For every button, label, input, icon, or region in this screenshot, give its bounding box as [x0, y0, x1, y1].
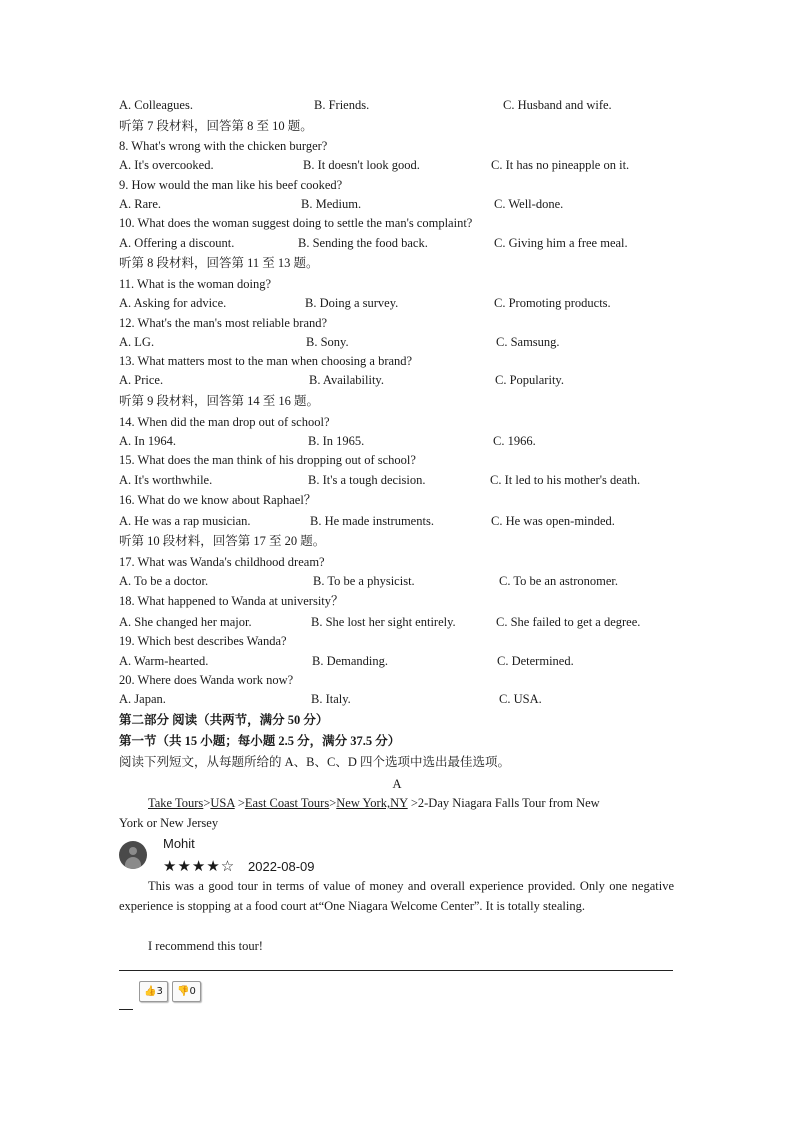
breadcrumb-take-tours[interactable]: Take Tours — [148, 796, 204, 810]
q16-option-a: A. He was a rap musician. — [119, 514, 251, 528]
q13-stem: 13. What matters most to the man when choosing a brand? — [119, 354, 413, 368]
q18-option-c: C. She failed to get a degree. — [496, 615, 641, 629]
q13-option-c: C. Popularity. — [495, 373, 564, 387]
q19-option-c: C. Determined. — [497, 654, 574, 668]
q20-option-c: C. USA. — [499, 692, 542, 706]
breadcrumb — [148, 795, 600, 811]
q14-option-a: A. In 1964. — [119, 434, 176, 448]
q9-option-b: B. Medium. — [301, 197, 362, 211]
q16-option-c: C. He was open-minded. — [491, 514, 615, 528]
avatar — [119, 841, 147, 869]
review-date: 2022-08-09 — [248, 859, 315, 874]
q12-stem: 12. What's the man's most reliable brand? — [119, 316, 328, 330]
breadcrumb-east-coast-tours[interactable]: East Coast Tours — [244, 796, 330, 810]
q10-option-b: B. Sending the food back. — [298, 236, 428, 250]
q8-option-a: A. It's overcooked. — [119, 158, 214, 172]
q7-option-b: B. Friends. — [314, 98, 370, 112]
q15-stem: 15. What does the man think of his dropping out of school? — [119, 453, 416, 467]
q20-stem: 20. Where does Wanda work now? — [119, 673, 294, 687]
q12-option-b: B. Sony. — [306, 335, 349, 349]
breadcrumb-separator: > — [329, 796, 337, 810]
q10-option-a: A. Offering a discount. — [119, 236, 235, 250]
like-count: 3 — [156, 986, 163, 997]
q11-option-c: C. Promoting products. — [494, 296, 611, 310]
q9-stem: 9. How would the man like his beef cooked? — [119, 178, 343, 192]
review-recommend: I recommend this tour! — [148, 939, 263, 953]
q16-option-b: B. He made instruments. — [310, 514, 434, 528]
page-mark — [119, 1009, 133, 1010]
q10-stem: 10. What does the woman suggest doing to settle the man's complaint? — [119, 216, 473, 230]
breadcrumb-current-tour: 2-Day Niagara Falls Tour from New — [417, 796, 600, 810]
part-two-heading: 第二部分 阅读（共两节，满分 50 分） — [119, 713, 329, 727]
section-heading-9: 听第 9 段材料，回答第 14 至 16 题。 — [119, 394, 320, 408]
q13-option-b: B. Availability. — [309, 373, 384, 387]
thumbs-down-icon: 👎 — [177, 986, 190, 997]
section-heading-8: 听第 8 段材料，回答第 11 至 13 题。 — [119, 256, 319, 270]
q8-option-b: B. It doesn't look good. — [303, 158, 420, 172]
thumbs-up-icon: 👍 — [144, 986, 157, 997]
breadcrumb-separator: > — [203, 796, 211, 810]
section-one-heading: 第一节（共 15 小题；每小题 2.5 分，满分 37.5 分） — [119, 734, 401, 748]
q14-stem: 14. When did the man drop out of school? — [119, 415, 330, 429]
q9-option-c: C. Well-done. — [494, 197, 564, 211]
breadcrumb-separator: > — [237, 796, 245, 810]
breadcrumb-new-york[interactable]: New York,NY — [336, 796, 408, 810]
q17-option-a: A. To be a doctor. — [119, 574, 209, 588]
review-author: Mohit — [163, 836, 195, 851]
divider — [119, 970, 673, 971]
q20-option-b: B. Italy. — [311, 692, 351, 706]
q15-option-c: C. It led to his mother's death. — [490, 473, 641, 487]
q11-option-a: A. Asking for advice. — [119, 296, 227, 310]
q11-stem: 11. What is the woman doing? — [119, 277, 272, 291]
q19-option-a: A. Warm-hearted. — [119, 654, 209, 668]
breadcrumb-separator: > — [410, 796, 418, 810]
q18-stem: 18. What happened to Wanda at university？ — [119, 594, 344, 608]
q12-option-c: C. Samsung. — [496, 335, 560, 349]
q18-option-b: B. She lost her sight entirely. — [311, 615, 456, 629]
section-heading-7: 听第 7 段材料，回答第 8 至 10 题。 — [119, 119, 313, 133]
q17-option-c: C. To be an astronomer. — [499, 574, 619, 588]
q20-option-a: A. Japan. — [119, 692, 166, 706]
passage-label: A — [392, 777, 402, 791]
breadcrumb-current-tour-continued: York or New Jersey — [119, 816, 219, 830]
q9-option-a: A. Rare. — [119, 197, 161, 211]
q15-option-a: A. It's worthwhile. — [119, 473, 213, 487]
q11-option-b: B. Doing a survey. — [305, 296, 399, 310]
q8-option-c: C. It has no pineapple on it. — [491, 158, 630, 172]
q16-stem: 16. What do we know about Raphael？ — [119, 493, 317, 507]
q18-option-a: A. She changed her major. — [119, 615, 252, 629]
rating-stars-icon: ★★★★☆ — [163, 857, 236, 875]
reading-instruction: 阅读下列短文，从每题所给的 A、B、C、D 四个选项中选出最佳选项。 — [119, 755, 510, 769]
q19-stem: 19. Which best describes Wanda? — [119, 634, 287, 648]
section-heading-10: 听第 10 段材料，回答第 17 至 20 题。 — [119, 534, 326, 548]
q7-option-a: A. Colleagues. — [119, 98, 193, 112]
q12-option-a: A. LG. — [119, 335, 155, 349]
q15-option-b: B. It's a tough decision. — [308, 473, 426, 487]
q13-option-a: A. Price. — [119, 373, 164, 387]
dislike-count: 0 — [189, 986, 196, 997]
q10-option-c: C. Giving him a free meal. — [494, 236, 628, 250]
q17-option-b: B. To be a physicist. — [313, 574, 415, 588]
q7-option-c: C. Husband and wife. — [503, 98, 612, 112]
dislike-button[interactable] — [172, 981, 201, 1002]
q14-option-b: B. In 1965. — [308, 434, 365, 448]
breadcrumb-usa[interactable]: USA — [210, 796, 235, 810]
q17-stem: 17. What was Wanda's childhood dream? — [119, 555, 325, 569]
like-button[interactable] — [139, 981, 168, 1002]
q8-stem: 8. What's wrong with the chicken burger? — [119, 139, 328, 153]
review-body: This was a good tour in terms of value of money and overall experience provided. Only one negative experience is stopping at a food court at“One Niagara Welcome Center”. It is totally stealing. — [119, 879, 674, 913]
q14-option-c: C. 1966. — [493, 434, 536, 448]
q19-option-b: B. Demanding. — [312, 654, 389, 668]
